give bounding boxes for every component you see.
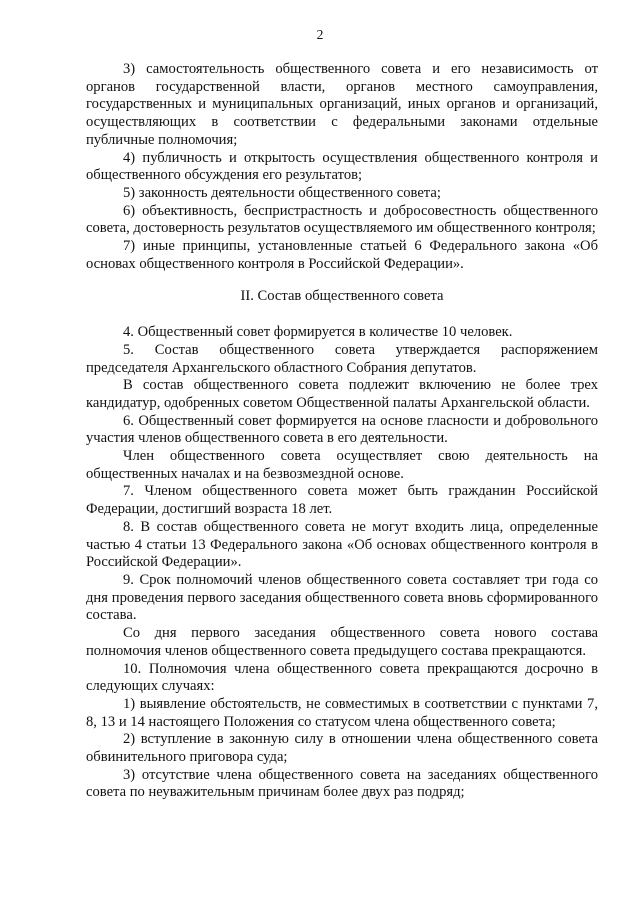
- clause-10-item-3-paragraph: 3) отсутствие члена общественного совета на заседаниях общественного совета по неуважительным причинам более двух раз подряд;: [86, 766, 598, 801]
- principle-4-paragraph: 4) публичность и открытость осуществления общественного контроля и общественного обсуждения его результатов;: [86, 149, 598, 184]
- principle-6-paragraph: 6) объективность, беспристрастность и добросовестность общественного совета, достоверность результатов осуществляемого им общественного контроля;: [86, 202, 598, 237]
- clause-6-continuation-paragraph: Член общественного совета осуществляет свою деятельность на общественных началах и на безвозмездной основе.: [86, 448, 598, 482]
- principle-7-paragraph: 7) иные принципы, установленные статьей 6 Федерального закона «Об основах общественного контроля в Российской Федерации».: [86, 238, 598, 272]
- principle-3-paragraph: 3) самостоятельность общественного совета и его независимость от органов государственной власти, органов местного самоуправления, государственных и муниципальных организаций, иных органов и организаций, осуществляющих в соответствии с федеральными законами отдельные публичные полномочия;: [86, 61, 598, 148]
- clause-5-continuation-paragraph: В состав общественного совета подлежит включению не более трех кандидатур, одобренных советом Общественной палаты Архангельской области.: [86, 377, 598, 411]
- principle-5-paragraph: 5) законность деятельности общественного совета;: [123, 184, 441, 201]
- section-heading: II. Состав общественного совета: [240, 288, 444, 305]
- clause-7-paragraph: 7. Членом общественного совета может быть гражданин Российской Федерации, достигший возраста 18 лет.: [86, 483, 598, 518]
- document-body: [86, 61, 598, 802]
- clause-9-paragraph: 9. Срок полномочий членов общественного совета составляет три года со дня проведения первого заседания общественного совета вновь сформированного состава.: [86, 571, 598, 624]
- clause-9-continuation-paragraph: Со дня первого заседания общественного совета нового состава полномочия членов общественного совета предыдущего состава прекращаются.: [86, 625, 598, 659]
- clause-10-paragraph: 10. Полномочия члена общественного совета прекращаются досрочно в следующих случаях:: [86, 660, 598, 695]
- clause-10-item-2-paragraph: 2) вступление в законную силу в отношении члена общественного совета обвинительного приговора суда;: [86, 731, 598, 766]
- clause-10-item-1-paragraph: 1) выявление обстоятельств, не совместимых в соответствии с пунктами 7, 8, 13 и 14 настоящего Положения со статусом члена общественного совета;: [86, 695, 598, 730]
- clause-4-paragraph: 4. Общественный совет формируется в количестве 10 человек.: [123, 324, 513, 341]
- clause-6-paragraph: 6. Общественный совет формируется на основе гласности и добровольного участия членов общественного совета в его деятельности.: [86, 412, 598, 447]
- clause-5-paragraph: 5. Состав общественного совета утверждается распоряжением председателя Архангельского областного Собрания депутатов.: [86, 341, 598, 376]
- page-number: 2: [316, 27, 324, 42]
- clause-8-paragraph: 8. В состав общественного совета не могут входить лица, определенные частью 4 статьи 13 Федерального закона «Об основах общественного контроля в Российской Федерации».: [86, 518, 598, 571]
